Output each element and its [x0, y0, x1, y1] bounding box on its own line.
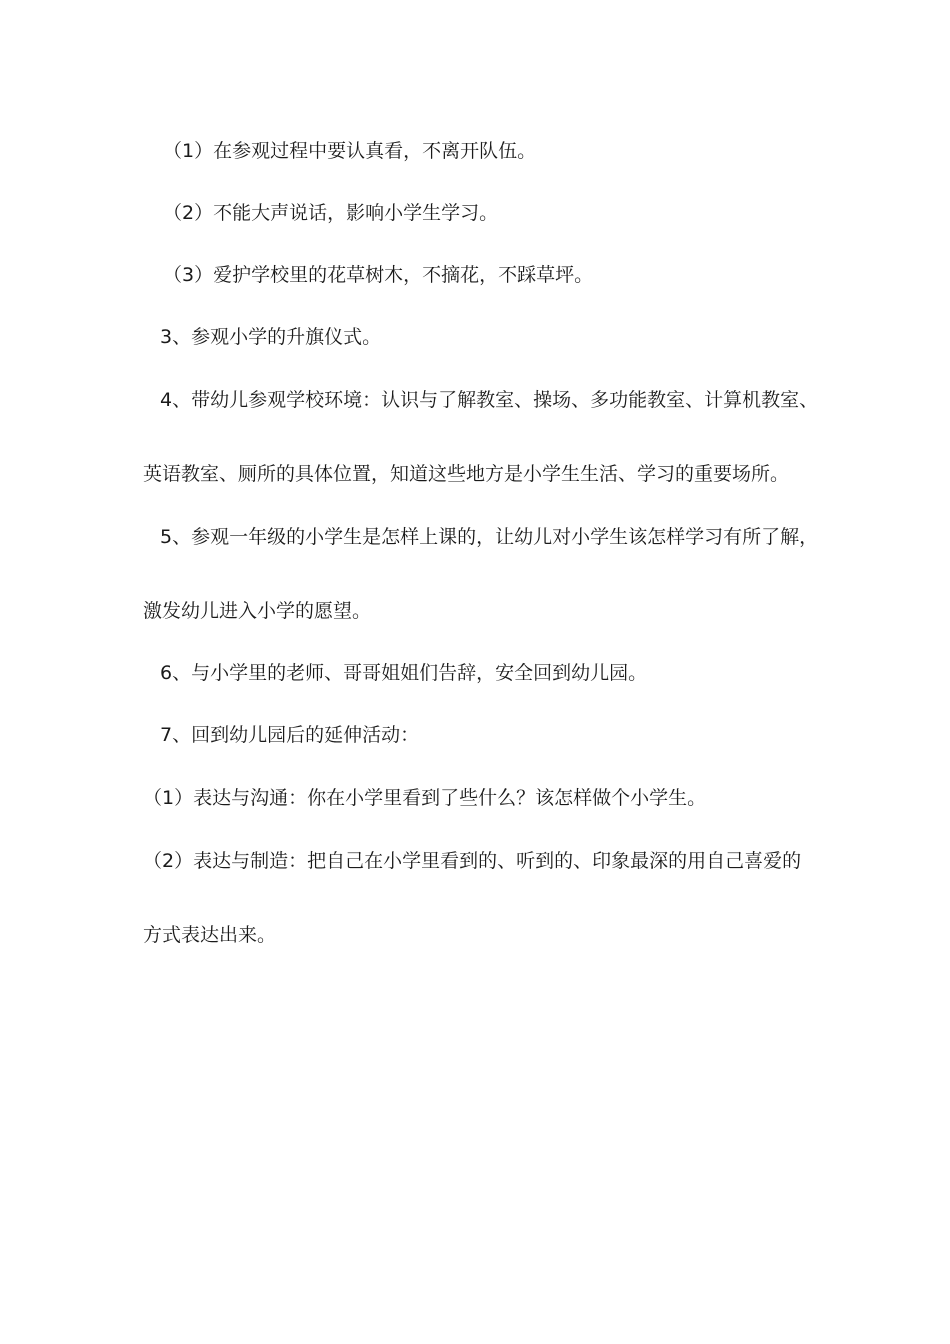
paragraph-line-5: 4、带幼儿参观学校环境：认识与了解教室、操场、多功能教室、计算机教室、 — [160, 389, 819, 411]
paragraph-line-4: 3、参观小学的升旗仪式。 — [160, 326, 382, 348]
paragraph-line-1: （1）在参观过程中要认真看，不离开队伍。 — [163, 140, 537, 162]
paragraph-line-6: 英语教室、厕所的具体位置，知道这些地方是小学生生活、学习的重要场所。 — [143, 463, 790, 485]
paragraph-line-12: （2）表达与制造：把自己在小学里看到的、听到的、印象最深的用自己喜爱的 — [143, 850, 802, 872]
paragraph-line-11: （1）表达与沟通：你在小学里看到了些什么？该怎样做个小学生。 — [143, 787, 707, 809]
paragraph-line-8: 激发幼儿进入小学的愿望。 — [143, 600, 372, 622]
paragraph-line-7: 5、参观一年级的小学生是怎样上课的，让幼儿对小学生该怎样学习有所了解， — [160, 526, 819, 548]
paragraph-line-2: （2）不能大声说话，影响小学生学习。 — [163, 202, 499, 224]
paragraph-line-3: （3）爱护学校里的花草树木，不摘花，不踩草坪。 — [163, 264, 594, 286]
paragraph-line-9: 6、与小学里的老师、哥哥姐姐们告辞，安全回到幼儿园。 — [160, 662, 648, 684]
paragraph-line-13: 方式表达出来。 — [143, 924, 277, 946]
paragraph-line-10: 7、回到幼儿园后的延伸活动： — [160, 724, 420, 746]
